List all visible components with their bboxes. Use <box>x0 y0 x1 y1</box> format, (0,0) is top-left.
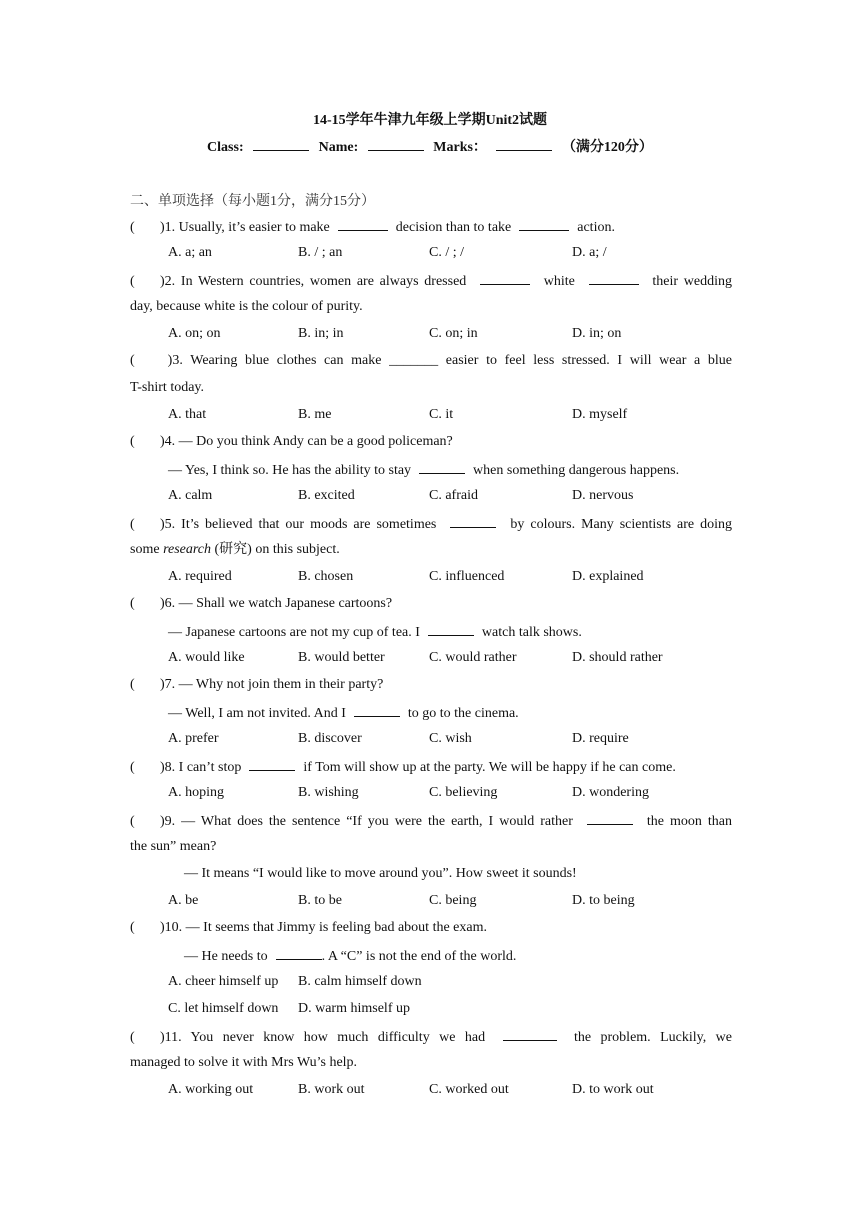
answer-blank <box>428 622 474 636</box>
name-blank <box>368 138 424 151</box>
name-label: Name: <box>318 140 359 155</box>
question-6-reply: — Japanese cartoons are not my cup of tea. I watch talk shows. <box>168 622 732 640</box>
question-5: ( )5. It’s believed that our moods are sometimes by colours. Many scientists are doing <box>130 514 732 532</box>
question-9: ( )9. — What does the sentence “If you were the earth, I would rather the moon than <box>130 811 732 829</box>
question-11-options: A. working out B. work out C. worked out D. to work out <box>168 1082 654 1097</box>
question-9-reply: — It means “I would like to move around you”. How sweet it sounds! <box>184 866 577 881</box>
class-label: Class: <box>207 140 244 155</box>
answer-blank <box>354 703 400 717</box>
question-11-cont: managed to solve it with Mrs Wu’s help. <box>130 1055 358 1070</box>
question-3: ( )3. Wearing blue clothes can make _______ easier to feel less stressed. I will wear a blue <box>130 353 733 368</box>
answer-blank <box>249 757 295 771</box>
question-4: ( )4. — Do you think Andy can be a good policeman? <box>130 434 453 449</box>
question-4-reply: — Yes, I think so. He has the ability to stay when something dangerous happens. <box>168 460 732 478</box>
question-6: ( )6. — Shall we watch Japanese cartoons? <box>130 596 393 611</box>
question-5-options: A. required B. chosen C. influenced D. explained <box>168 569 644 584</box>
marks-label: Marks： <box>433 140 487 155</box>
question-10-options-row2: C. let himself down D. warm himself up <box>168 1001 410 1016</box>
answer-blank <box>419 460 465 474</box>
question-2-cont: day, because white is the colour of purity. <box>130 299 363 314</box>
question-1: ( )1. Usually, it’s easier to make decision than to take action. <box>130 217 732 235</box>
answer-blank <box>587 811 633 825</box>
question-10-reply: — He needs to . A “C” is not the end of the world. <box>184 946 732 964</box>
answer-blank <box>276 946 322 960</box>
answer-blank <box>519 217 569 231</box>
marks-blank <box>496 138 552 151</box>
question-9-cont: the sun” mean? <box>130 839 217 854</box>
question-3-options: A. that B. me C. it D. myself <box>168 407 628 422</box>
student-info-line <box>0 136 860 156</box>
question-5-cont: some research (研究) on this subject. <box>130 542 340 557</box>
question-2-options: A. on; on B. in; in C. on; in D. in; on <box>168 326 622 341</box>
question-7-options: A. prefer B. discover C. wish D. require <box>168 731 629 746</box>
question-11: ( )11. You never know how much difficulty we had the problem. Luckily, we <box>130 1027 732 1045</box>
question-9-options: A. be B. to be C. being D. to being <box>168 893 635 908</box>
question-6-options: A. would like B. would better C. would rather D. should rather <box>168 650 663 665</box>
question-8-options: A. hoping B. wishing C. believing D. wondering <box>168 785 649 800</box>
question-8: ( )8. I can’t stop if Tom will show up at the party. We will be happy if he can come. <box>130 757 732 775</box>
total-score: （满分120分） <box>561 140 653 155</box>
section-heading: 二、单项选择（每小题1分，满分15分） <box>130 194 375 209</box>
question-7: ( )7. — Why not join them in their party? <box>130 677 384 692</box>
question-7-reply: — Well, I am not invited. And I to go to the cinema. <box>168 703 732 721</box>
answer-blank <box>480 271 530 285</box>
answer-blank <box>338 217 388 231</box>
question-4-options: A. calm B. excited C. afraid D. nervous <box>168 488 634 503</box>
question-10-options-row1: A. cheer himself up B. calm himself down <box>168 974 422 989</box>
question-2: ( )2. In Western countries, women are always dressed white their wedding <box>130 271 732 289</box>
question-3-cont: T-shirt today. <box>130 380 205 395</box>
question-10: ( )10. — It seems that Jimmy is feeling bad about the exam. <box>130 920 487 935</box>
question-1-options: A. a; an B. / ; an C. / ; / D. a; / <box>168 245 607 260</box>
page-title: 14-15学年牛津九年级上学期Unit2试题 <box>312 113 548 128</box>
answer-blank <box>589 271 639 285</box>
class-blank <box>253 138 309 151</box>
answer-blank <box>450 514 496 528</box>
answer-blank <box>503 1027 557 1041</box>
